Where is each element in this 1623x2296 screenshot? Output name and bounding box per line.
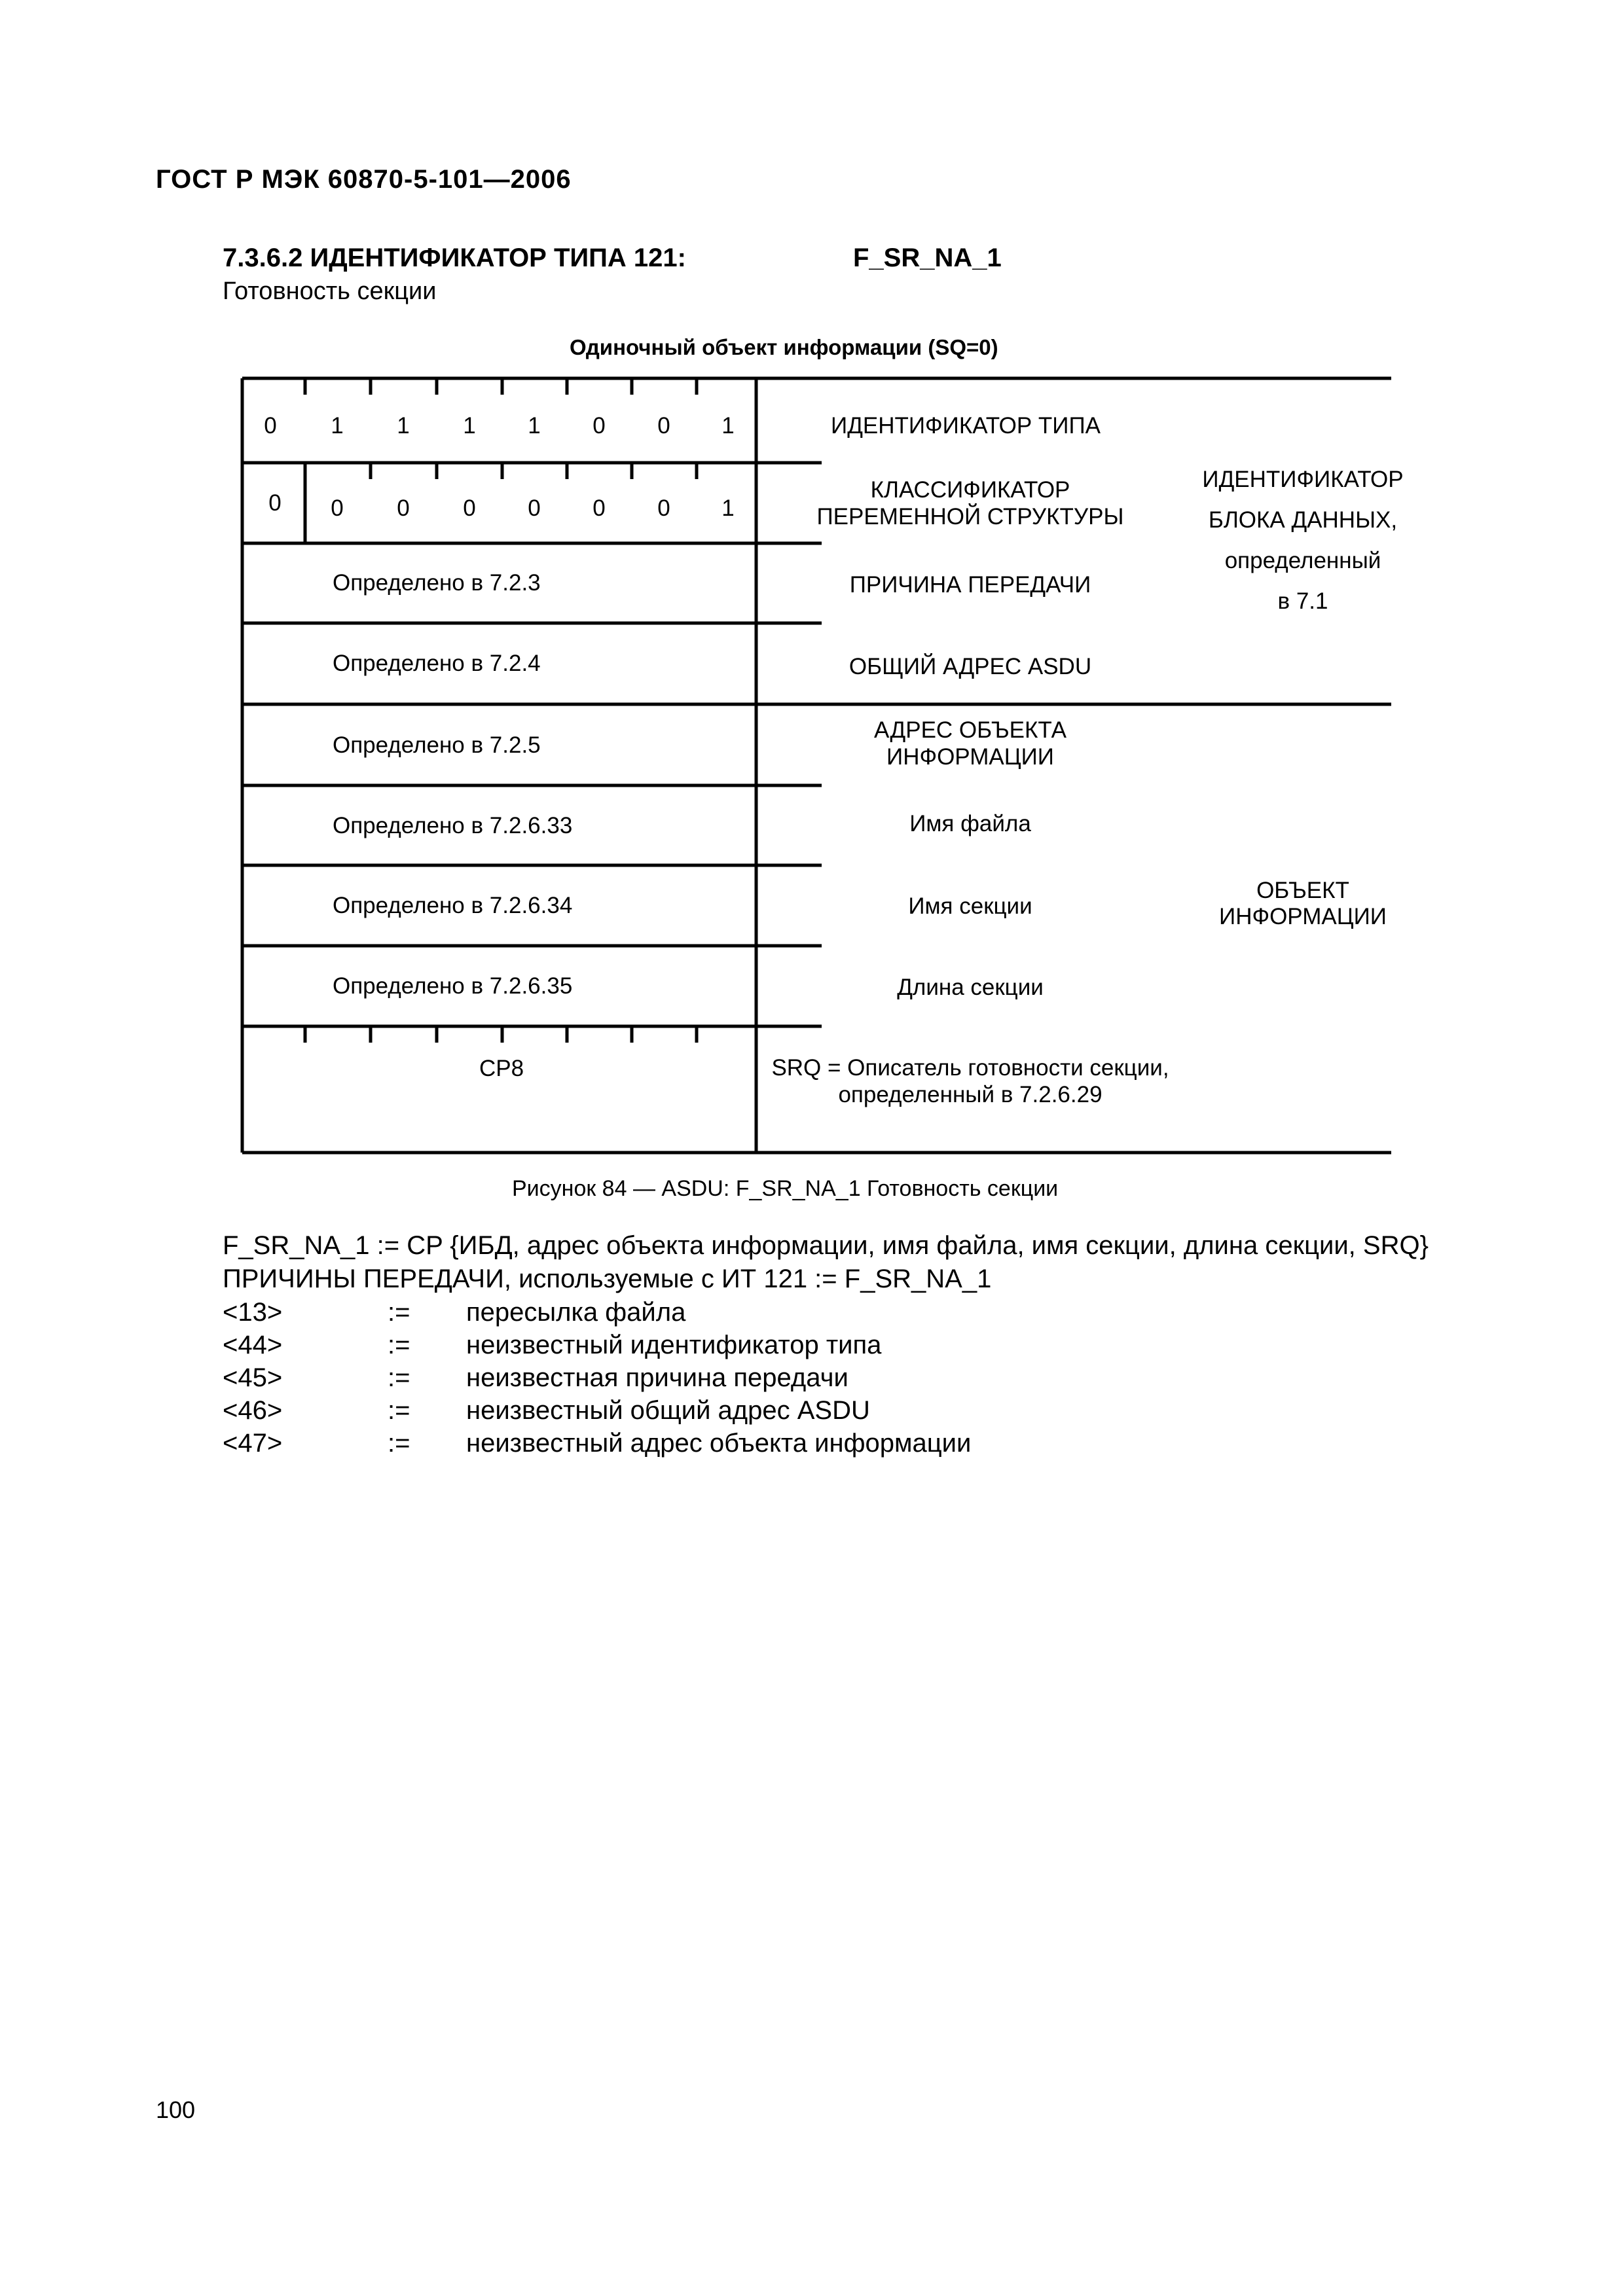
cause-text: неизвестный идентификатор типа (466, 1331, 882, 1359)
page-number: 100 (156, 2096, 196, 2123)
cause-op: := (388, 1331, 410, 1359)
field-row: Определено в 7.2.4 (333, 651, 541, 676)
cause-op: := (388, 1363, 410, 1392)
duid-label-line1: ИДЕНТИФИКАТОР (1202, 467, 1404, 492)
bit: 0 (593, 413, 606, 439)
field-rows (333, 570, 572, 1081)
cot-label: ПРИЧИНА ПЕРЕДАЧИ (849, 572, 1091, 598)
ioa-label-line2: ИНФОРМАЦИИ (886, 744, 1054, 770)
figure-title: Одиночный объект информации (SQ=0) (570, 335, 998, 359)
body-text (223, 1229, 1429, 1460)
io-label-line2: ИНФОРМАЦИИ (1219, 904, 1387, 929)
bit: 0 (463, 495, 476, 521)
section-heading: 7.3.6.2 ИДЕНТИФИКАТОР ТИПА 121: (223, 243, 686, 272)
section-name-label: Имя секции (908, 893, 1032, 919)
field-row: Определено в 7.2.6.33 (333, 813, 573, 838)
cause-row (223, 1329, 1429, 1361)
section-subtitle: Готовность секции (223, 278, 437, 305)
cause-op: := (388, 1298, 410, 1327)
bit: 1 (721, 495, 735, 521)
section-length-label: Длина секции (897, 975, 1044, 1000)
cause-row (223, 1296, 1429, 1329)
cause-op: := (388, 1429, 410, 1458)
cause-text: пересылка файла (466, 1298, 686, 1327)
type-id-bits (264, 413, 734, 439)
field-descriptions (771, 413, 1169, 1107)
bit: 0 (331, 495, 344, 521)
bit: 0 (657, 495, 670, 521)
type-code: F_SR_NA_1 (853, 243, 1002, 272)
diagram-frame (242, 378, 1391, 1153)
cause-text: неизвестный адрес объекта информации (466, 1429, 972, 1458)
cause-row (223, 1394, 1429, 1427)
cause-text: неизвестный общий адрес ASDU (466, 1396, 870, 1425)
duid-label-line3: определенный (1224, 548, 1381, 573)
cause-code: <45> (223, 1363, 283, 1392)
cause-row (223, 1427, 1429, 1460)
asdu-address-label: ОБЩИЙ АДРЕС ASDU (848, 654, 1092, 679)
causes-intro: ПРИЧИНЫ ПЕРЕДАЧИ, используемые с ИТ 121 := F_SR_NA_1 (223, 1265, 992, 1293)
type-id-label: ИДЕНТИФИКАТОР ТИПА (831, 413, 1101, 439)
bit: 1 (331, 413, 344, 439)
ioa-label-line1: АДРЕС ОБЪЕКТА (874, 717, 1067, 743)
vsq-label-line1: КЛАССИФИКАТОР (870, 477, 1070, 503)
bit: 0 (264, 413, 277, 439)
vsq-label-line2: ПЕРЕМЕННОЙ СТРУКТУРЫ (816, 504, 1124, 529)
cause-text: неизвестная причина передачи (466, 1363, 848, 1392)
vsq-bits (268, 490, 734, 521)
bit: 1 (463, 413, 476, 439)
field-row: Определено в 7.2.3 (333, 570, 541, 596)
bit: 1 (397, 413, 410, 439)
bit: 0 (397, 495, 410, 521)
duid-label-line4: в 7.1 (1277, 588, 1328, 614)
bit: 1 (721, 413, 735, 439)
cp8-label: CP8 (479, 1056, 524, 1081)
cause-code: <44> (223, 1331, 283, 1359)
figure-caption: Рисунок 84 — ASDU: F_SR_NA_1 Готовность секции (512, 1176, 1059, 1201)
field-row: Определено в 7.2.6.34 (333, 893, 573, 918)
cause-row (223, 1361, 1429, 1394)
bit: 0 (593, 495, 606, 521)
bit: 0 (528, 495, 541, 521)
bit: 0 (657, 413, 670, 439)
cause-code: <47> (223, 1429, 283, 1458)
io-label-line1: ОБЪЕКТ (1256, 878, 1349, 903)
field-row: Определено в 7.2.5 (333, 732, 541, 758)
srq-label-line1: SRQ = Описатель готовности секции, (771, 1055, 1169, 1081)
duid-label-line2: БЛОКА ДАННЫХ, (1208, 507, 1398, 533)
cause-op: := (388, 1396, 410, 1425)
file-name-label: Имя файла (909, 811, 1031, 836)
cause-code: <13> (223, 1298, 283, 1327)
bit-ticks (305, 378, 697, 1043)
definition-line: F_SR_NA_1 := CP {ИБД, адрес объекта информации, имя файла, имя секции, длина секции, SRQ} (223, 1231, 1429, 1260)
field-row: Определено в 7.2.6.35 (333, 973, 573, 999)
group-labels (1202, 467, 1403, 929)
document-header: ГОСТ Р МЭК 60870-5-101—2006 (156, 165, 572, 194)
srq-label-line2: определенный в 7.2.6.29 (838, 1082, 1103, 1107)
sq-bit: 0 (268, 490, 282, 516)
bit: 1 (528, 413, 541, 439)
cause-code: <46> (223, 1396, 283, 1425)
